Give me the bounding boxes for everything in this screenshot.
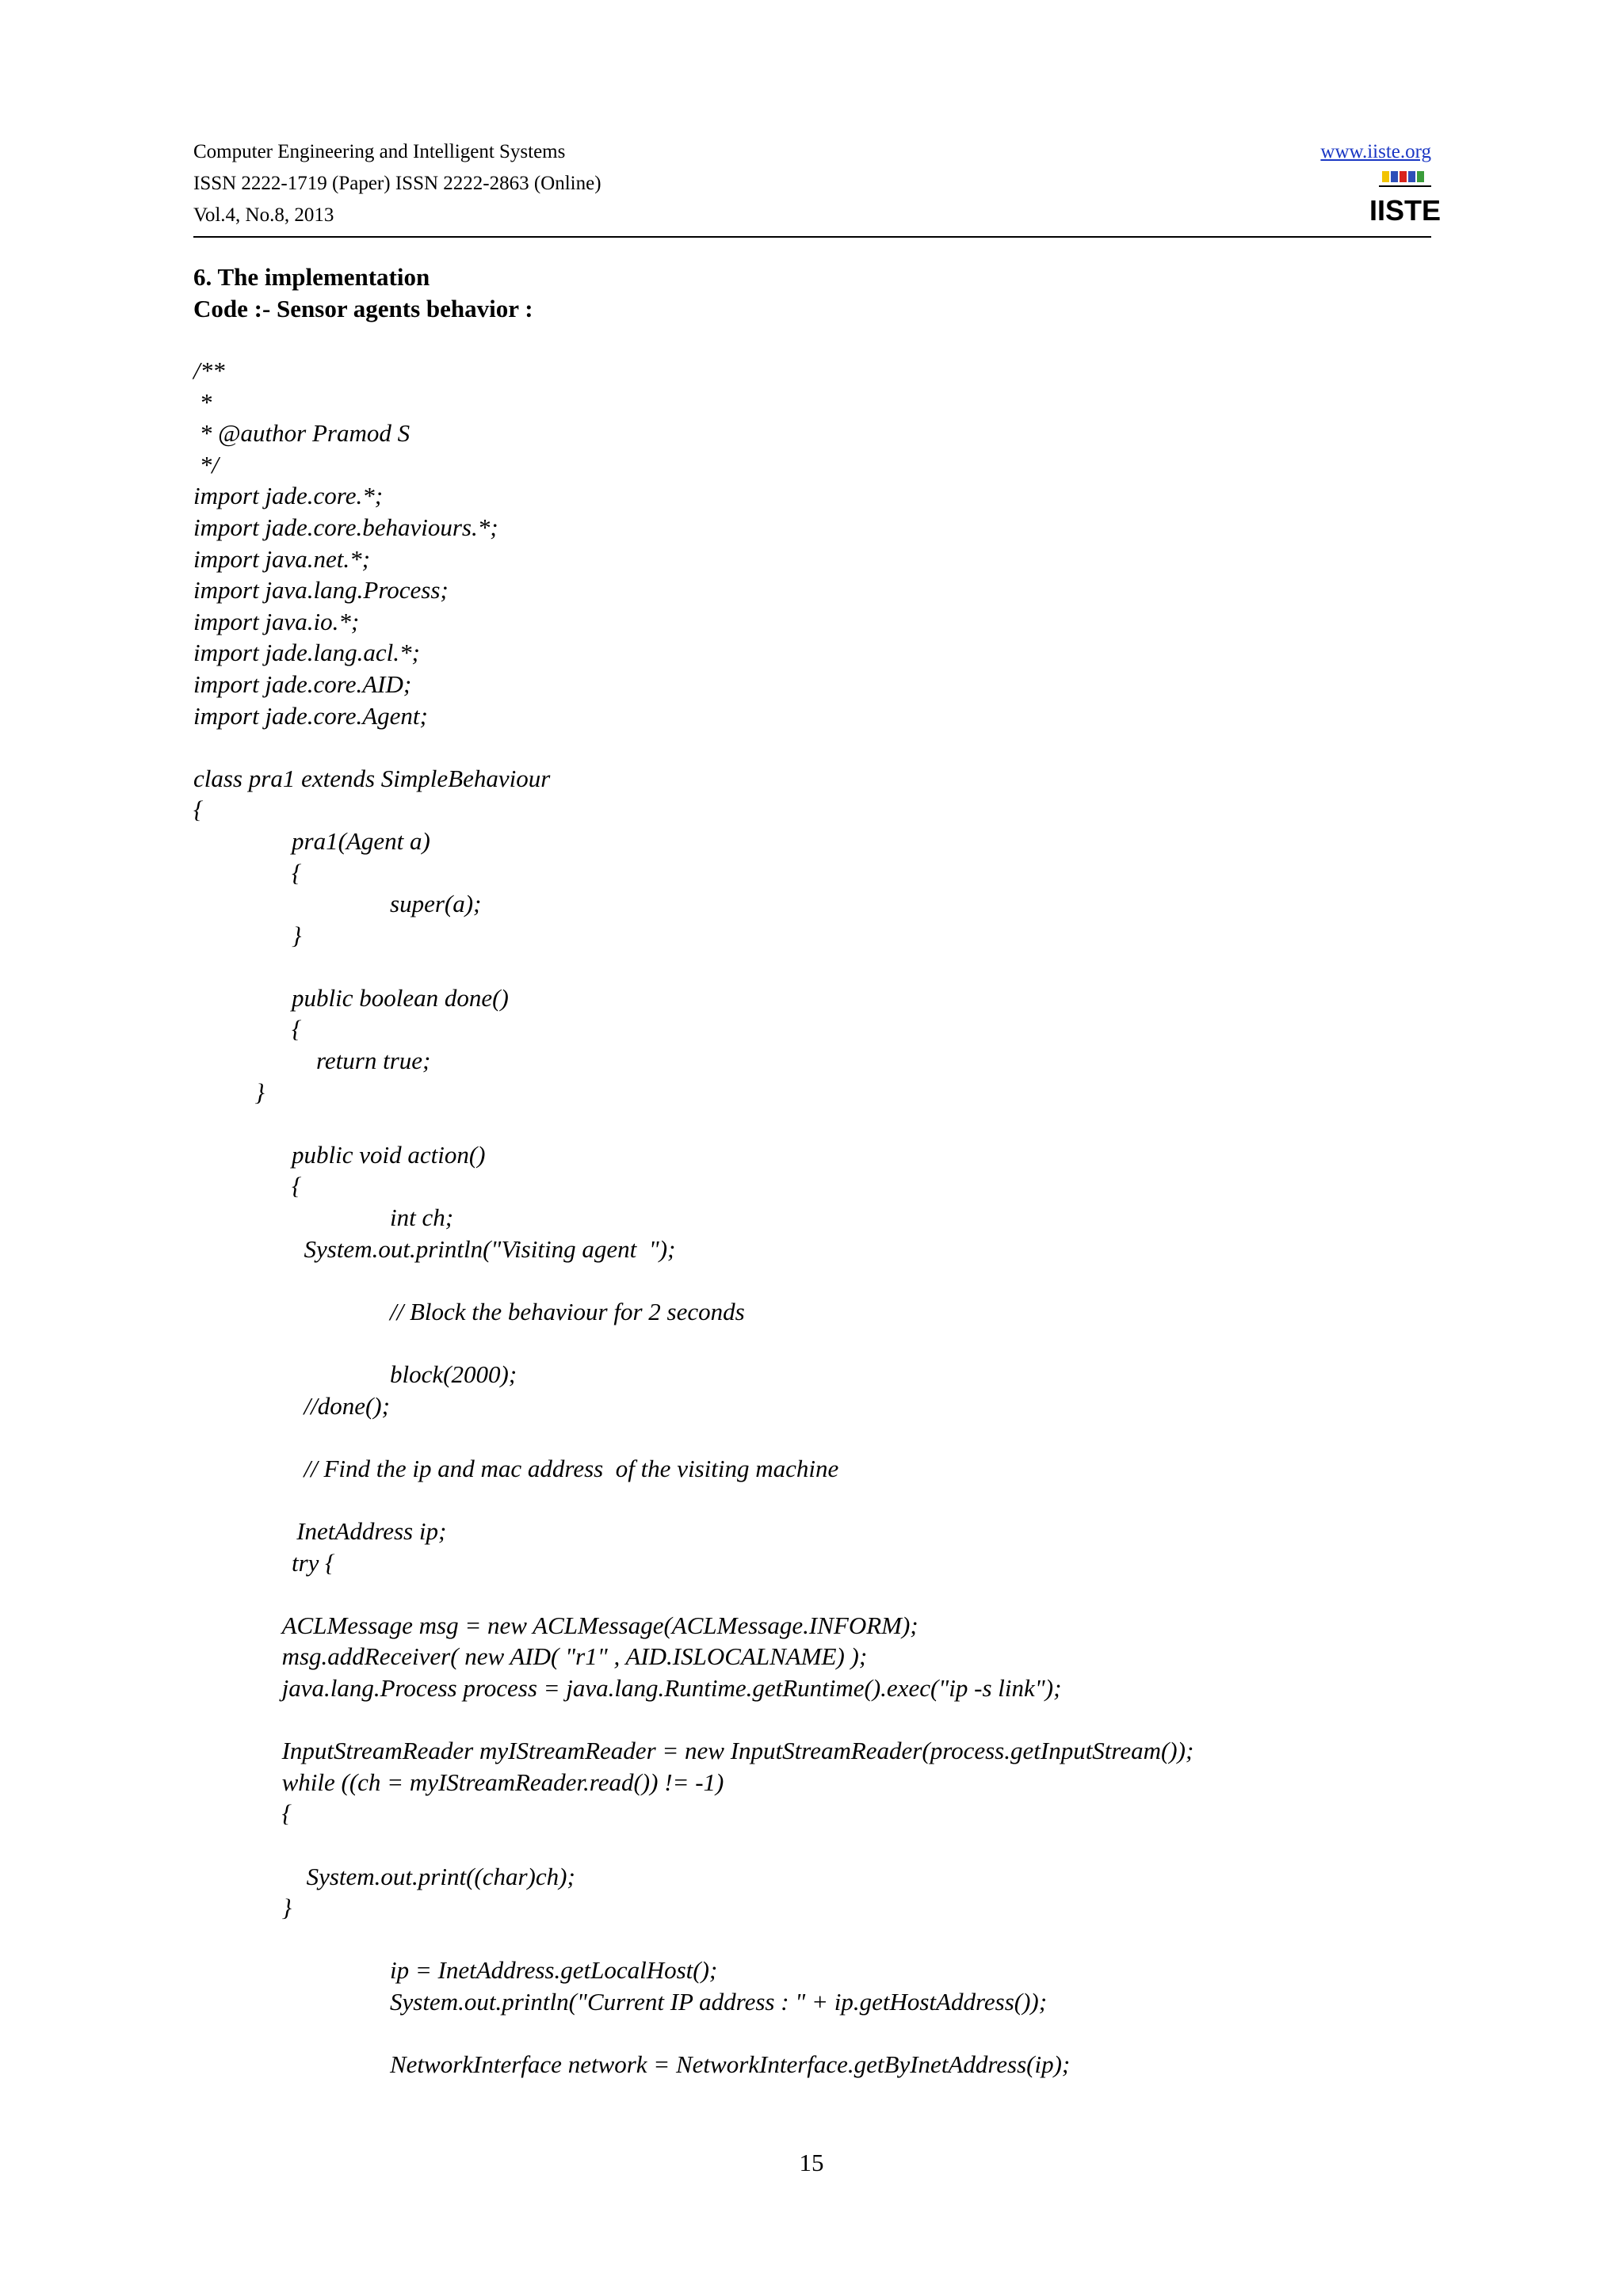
code-line: // Block the behaviour for 2 seconds — [390, 1297, 745, 1325]
journal-website-link[interactable]: www.iiste.org — [1320, 141, 1431, 162]
code-line: import jade.core.behaviours.*; — [193, 513, 498, 541]
code-line: */ — [193, 450, 219, 479]
code-line: // Find the ip and mac address of the visiting machine — [304, 1454, 839, 1482]
code-line: import java.net.*; — [193, 544, 370, 573]
code-line — [193, 1829, 1430, 1861]
code-line: class pra1 extends SimpleBehaviour — [193, 764, 551, 792]
code-line — [193, 731, 1430, 763]
code-line: public void action() — [292, 1140, 486, 1169]
code-line: ACLMessage msg = new ACLMessage(ACLMessage.INFORM); — [281, 1611, 918, 1639]
code-line — [193, 1578, 1430, 1610]
page-number: 15 — [799, 2149, 824, 2176]
code-line: * @author Pramod S — [193, 419, 411, 448]
journal-title: Computer Engineering and Intelligent Systems — [193, 141, 566, 162]
code-line: /** — [193, 357, 225, 384]
code-line: pra1(Agent a) — [292, 826, 430, 855]
code-line: { — [281, 1799, 292, 1828]
code-line: super(a); — [390, 890, 482, 918]
code-line: msg.addReceiver( new AID( "r1" , AID.ISLOCALNAME) ); — [281, 1642, 868, 1671]
code-subheading: Code :- Sensor agents behavior : — [193, 295, 533, 322]
code-line: { — [292, 1015, 302, 1043]
code-line: java.lang.Process process = java.lang.Runtime.getRuntime().exec("ip -s link"); — [281, 1673, 1062, 1702]
code-line: NetworkInterface network = NetworkInterface.getByInetAddress(ip); — [390, 2050, 1071, 2079]
code-line: System.out.println("Current IP address : " + ip.getHostAddress()); — [390, 1987, 1048, 2016]
iiste-logo-icon — [1369, 170, 1442, 227]
code-line — [193, 1421, 1430, 1453]
code-line: int ch; — [390, 1203, 454, 1232]
header-divider — [193, 236, 1431, 238]
code-line — [193, 1264, 1430, 1296]
code-line: ip = InetAddress.getLocalHost(); — [390, 1956, 718, 1985]
code-line — [193, 951, 1430, 982]
code-line: System.out.println("Visiting agent "); — [304, 1234, 676, 1263]
code-line: import jade.lang.acl.*; — [193, 639, 420, 667]
code-line: { — [292, 858, 302, 887]
code-line: public boolean done() — [292, 983, 509, 1012]
code-line: } — [292, 921, 302, 949]
code-line — [193, 1108, 1430, 1139]
code-line: import jade.core.AID; — [193, 669, 412, 698]
code-line: import jade.core.*; — [193, 482, 384, 510]
journal-volume: Vol.4, No.8, 2013 — [193, 204, 334, 226]
code-line: import java.lang.Process; — [193, 576, 449, 605]
code-line: //done(); — [304, 1391, 390, 1420]
code-line — [193, 2017, 1430, 2049]
code-line: } — [281, 1894, 292, 1922]
code-line: while ((ch = myIStreamReader.read()) != -1) — [281, 1768, 724, 1796]
code-line: } — [254, 1077, 265, 1106]
logo-text: IISTE — [1369, 194, 1442, 227]
code-line — [193, 1924, 1430, 1955]
code-line — [193, 1704, 1430, 1736]
code-line: * — [193, 387, 212, 416]
code-line: import java.io.*; — [193, 607, 360, 635]
journal-issn: ISSN 2222-1719 (Paper) ISSN 2222-2863 (Online) — [193, 173, 601, 194]
section-heading: 6. The implementation — [193, 263, 430, 291]
code-line: { — [193, 795, 204, 824]
code-listing — [193, 355, 1430, 2081]
code-line — [193, 1484, 1430, 1516]
journal-header — [193, 136, 601, 231]
code-line: return true; — [316, 1047, 431, 1075]
code-line: import jade.core.Agent; — [193, 701, 428, 730]
code-line: InputStreamReader myIStreamReader = new InputStreamReader(process.getInputStream()); — [281, 1737, 1194, 1765]
code-line: try { — [292, 1548, 335, 1577]
code-line: block(2000); — [390, 1360, 517, 1388]
code-line: InetAddress ip; — [296, 1516, 447, 1545]
code-line: System.out.print((char)ch); — [306, 1862, 575, 1890]
code-line: { — [292, 1172, 302, 1200]
code-line — [193, 1327, 1430, 1359]
